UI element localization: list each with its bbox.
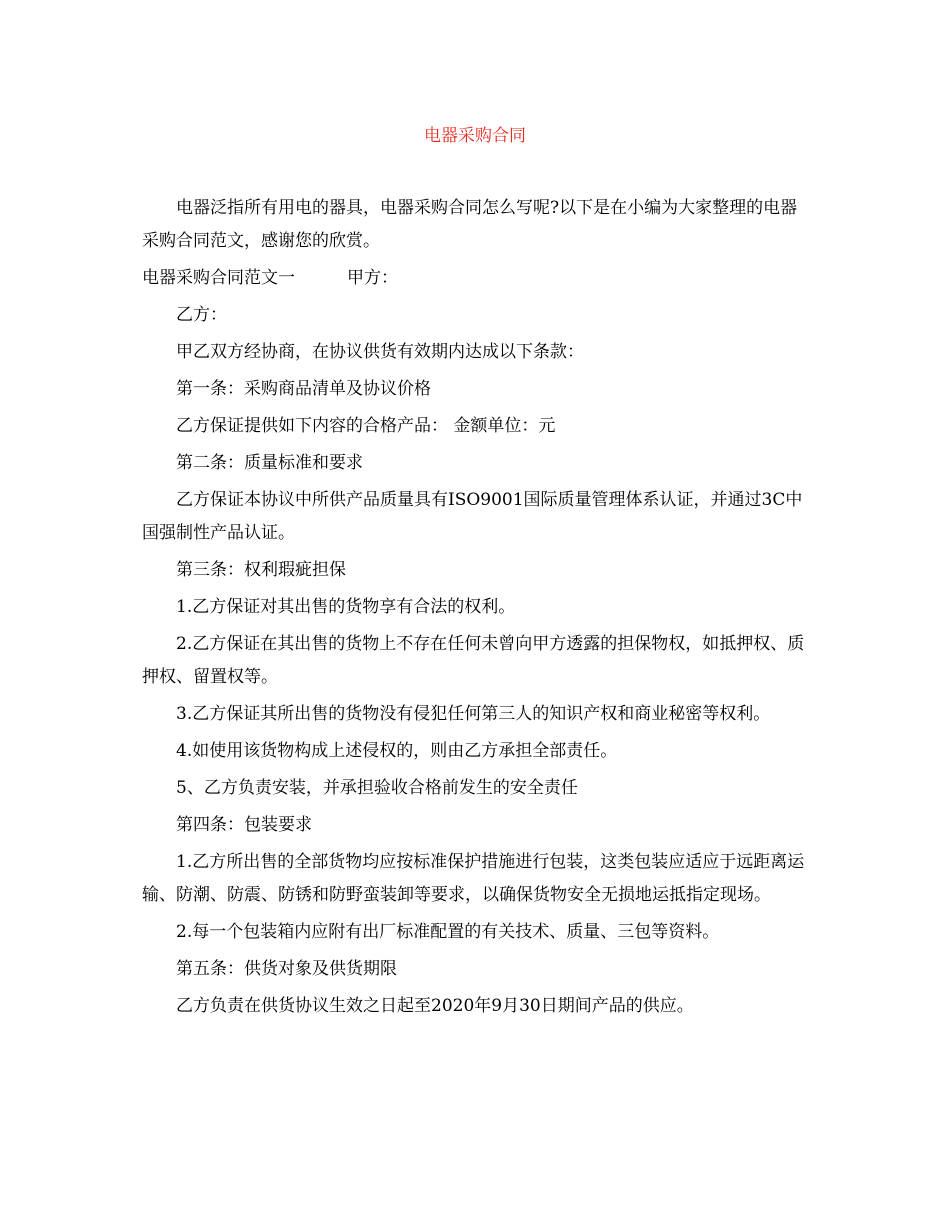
article-4-item-2: 2.每一个包装箱内应附有出厂标准配置的有关技术、质量、三包等资料。: [176, 922, 720, 942]
intro-paragraph: 电器泛指所有用电的器具，电器采购合同怎么写呢?以下是在小编为大家整理的电器采购合同范文，感谢您的欣赏。: [142, 198, 798, 251]
sample-heading: 电器采购合同范文一: [142, 268, 295, 288]
article-3-item-2: 2.乙方保证在其出售的货物上不存在任何未曾向甲方透露的担保物权，如抵押权、质押权、留置权等。: [142, 634, 805, 687]
article-3-item-4: 4.如使用该货物构成上述侵权的，则由乙方承担全部责任。: [176, 741, 618, 761]
article-3-item-3: 3.乙方保证其所出售的货物没有侵犯任何第三人的知识产权和商业秘密等权利。: [176, 704, 771, 724]
document-body: [142, 192, 812, 1027]
article-4-title: 第四条：包装要求: [176, 815, 312, 835]
article-2-title: 第二条：质量标准和要求: [176, 453, 363, 473]
article-5-text: 乙方负责在供货协议生效之日起至2020年9月30日期间产品的供应。: [176, 996, 694, 1016]
article-3-item-1: 1.乙方保证对其出售的货物享有合法的权利。: [176, 597, 516, 617]
article-2-text: 乙方保证本协议中所供产品质量具有ISO9001国际质量管理体系认证，并通过3C中国强制性产品认证。: [142, 490, 803, 543]
article-1-title: 第一条：采购商品清单及协议价格: [176, 379, 431, 399]
article-3-item-5: 5、乙方负责安装，并承担验收合格前发生的安全责任: [176, 778, 578, 798]
document-title: 电器采购合同: [424, 126, 526, 146]
article-3-title: 第三条：权利瑕疵担保: [176, 560, 346, 580]
sample-heading-line: [142, 262, 812, 295]
article-5-title: 第五条：供货对象及供货期限: [176, 959, 397, 979]
article-1-text: 乙方保证提供如下内容的合格产品： 金额单位：元: [176, 416, 556, 436]
preamble-paragraph: 甲乙双方经协商，在协议供货有效期内达成以下条款：: [176, 342, 584, 362]
party-a-label: 甲方：: [347, 268, 398, 288]
party-b-label: 乙方：: [176, 305, 227, 325]
article-4-item-1: 1.乙方所出售的全部货物均应按标准保护措施进行包装，这类包装应适应于远距离运输、防潮、防震、防锈和防野蛮装卸等要求，以确保货物安全无损地运抵指定现场。: [142, 852, 805, 905]
